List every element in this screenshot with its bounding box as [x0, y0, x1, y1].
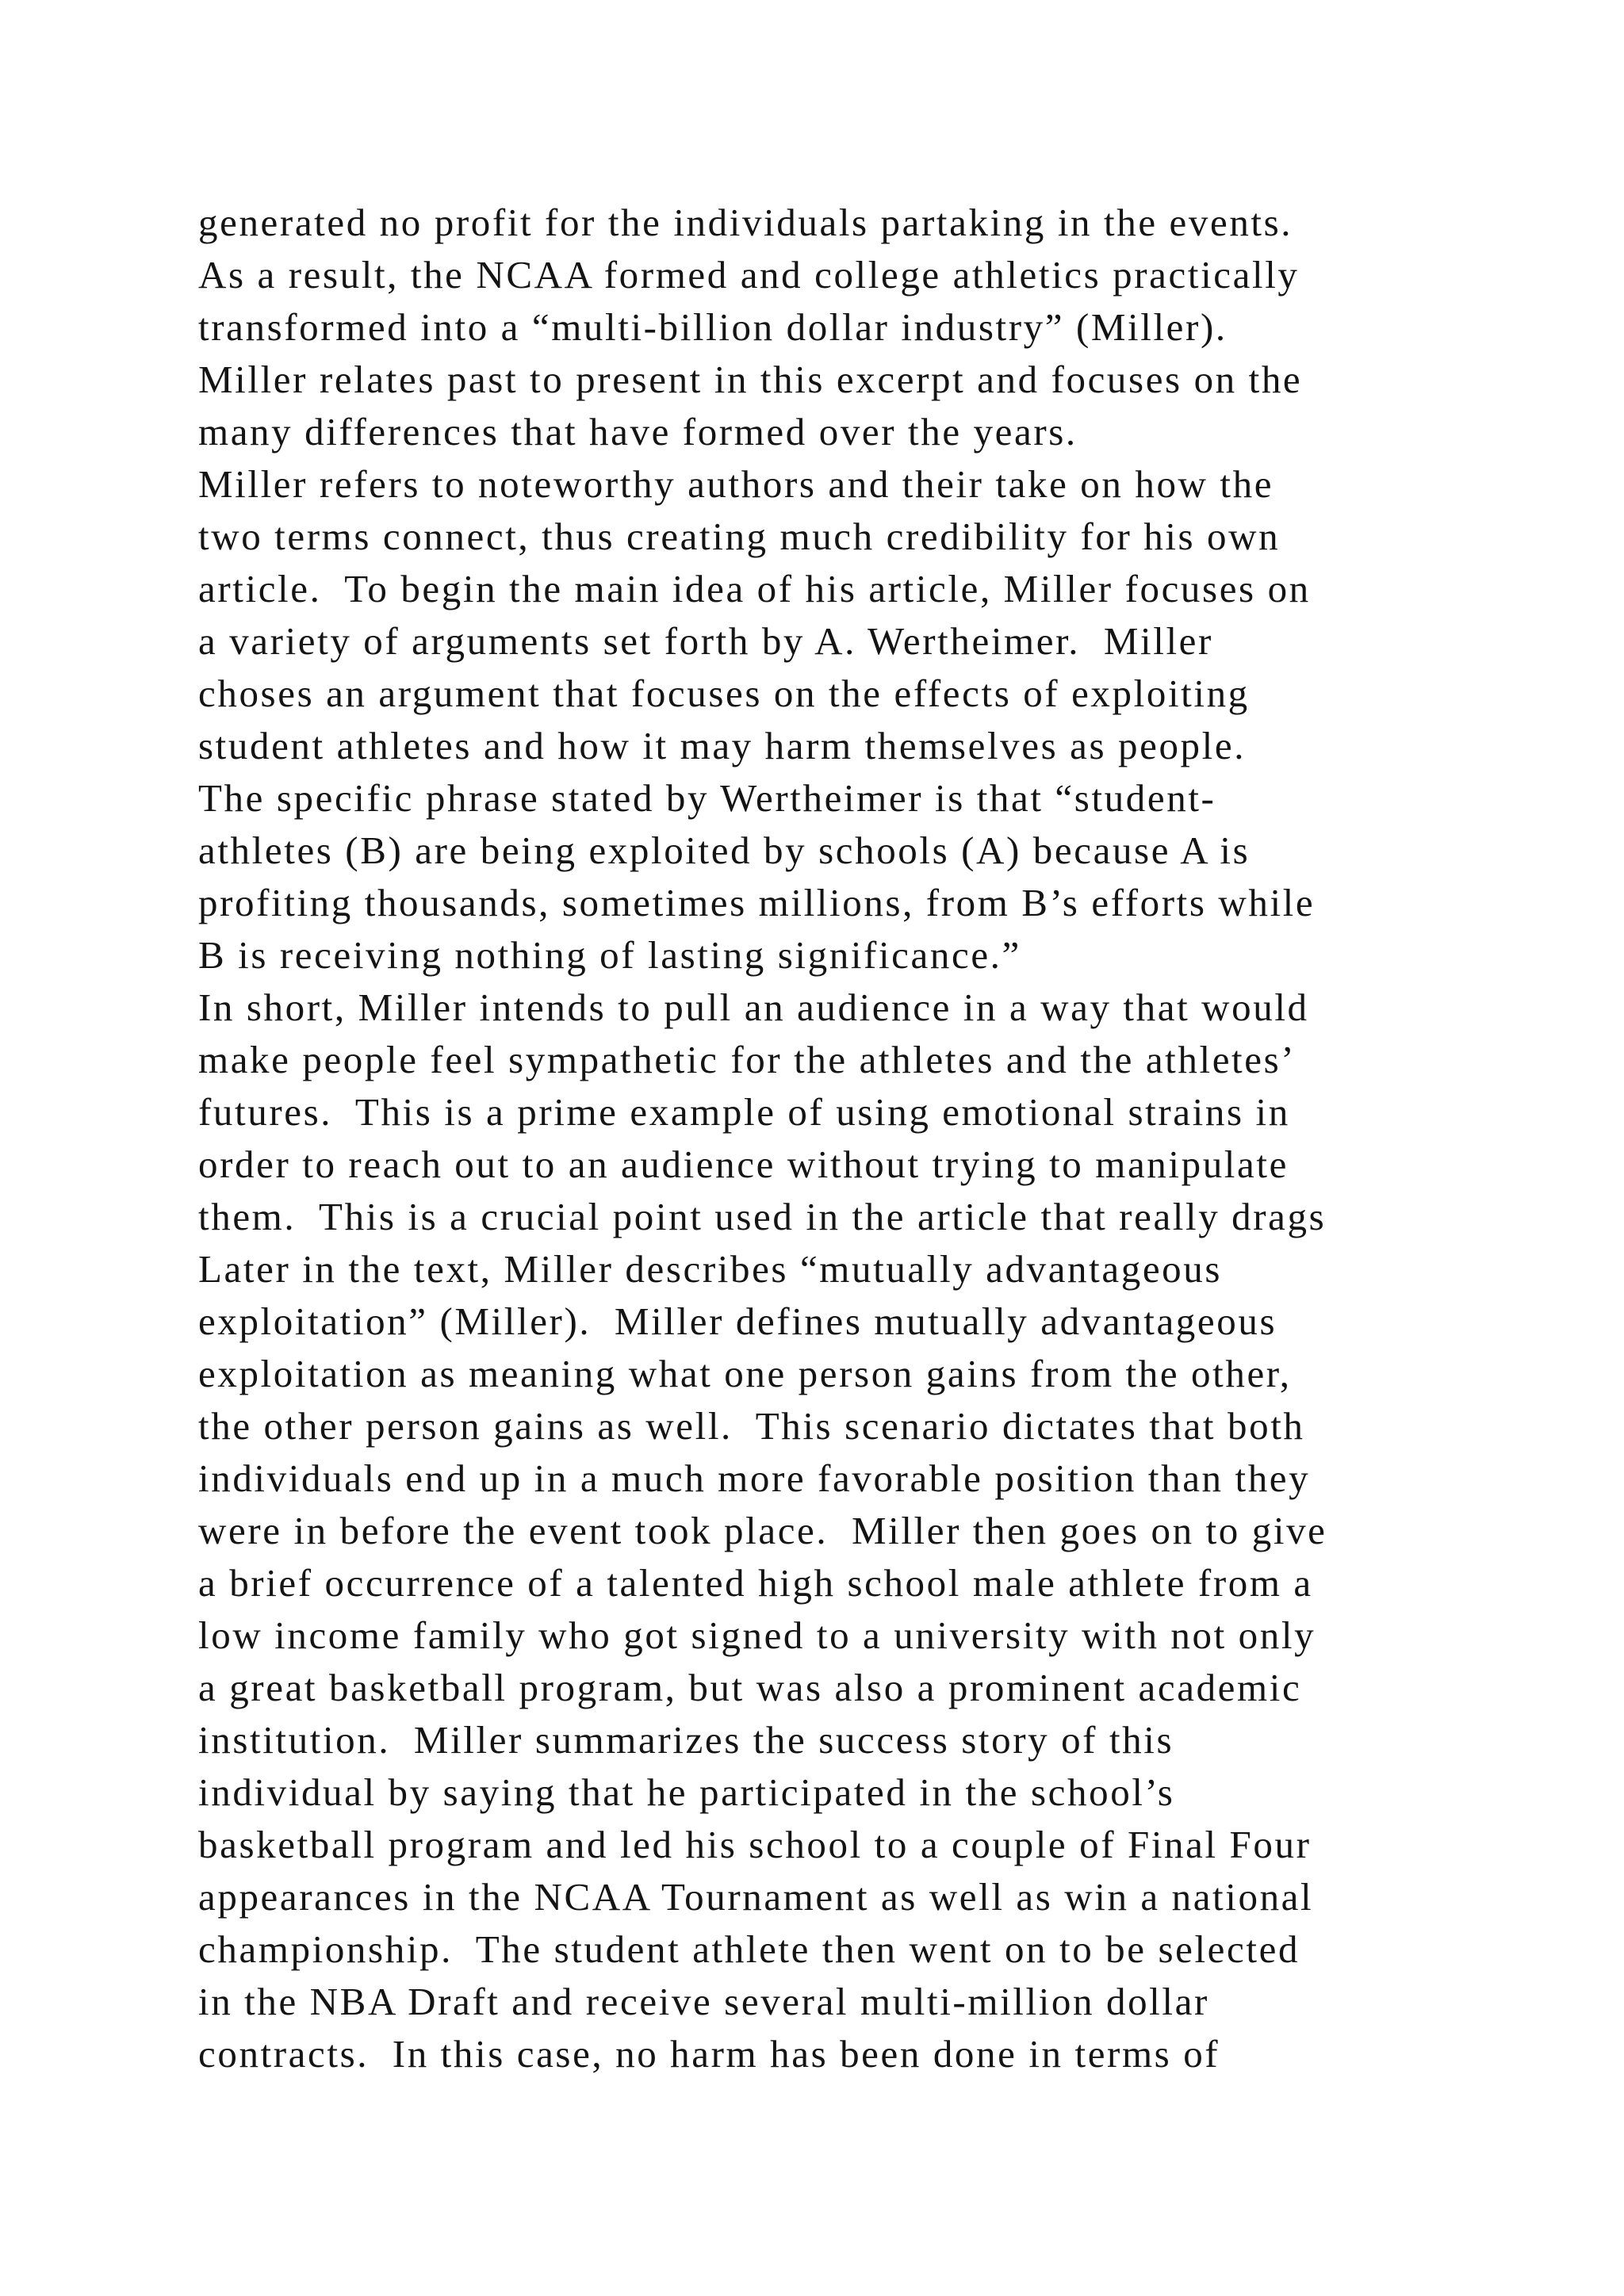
text-line: profiting thousands, sometimes millions, from B’s efforts while	[198, 881, 1316, 924]
text-line: a brief occurrence of a talented high school male athlete from a	[198, 1561, 1313, 1605]
text-line: order to reach out to an audience without trying to manipulate	[198, 1142, 1289, 1186]
text-line: were in before the event took place. Miller then goes on to give	[198, 1509, 1327, 1552]
text-line: B is receiving nothing of lasting significance.”	[198, 933, 1021, 977]
text-line: As a result, the NCAA formed and college athletics practically	[198, 253, 1300, 297]
text-line: exploitation” (Miller). Miller defines mutually advantageous	[198, 1299, 1277, 1343]
text-line: them. This is a crucial point used in the article that really drags	[198, 1195, 1327, 1238]
text-line: low income family who got signed to a university with not only	[198, 1613, 1316, 1657]
text-line: Miller relates past to present in this excerpt and focuses on the	[198, 358, 1303, 401]
text-line: individuals end up in a much more favorable position than they	[198, 1456, 1311, 1500]
text-line: Miller refers to noteworthy authors and their take on how the	[198, 462, 1274, 506]
text-line: transformed into a “multi-billion dollar industry” (Miller).	[198, 305, 1228, 349]
text-line: In short, Miller intends to pull an audience in a way that would	[198, 985, 1309, 1029]
text-line: choses an argument that focuses on the effects of exploiting	[198, 672, 1250, 715]
text-line: student athletes and how it may harm themselves as people.	[198, 724, 1247, 767]
text-line: exploitation as meaning what one person gains from the other,	[198, 1352, 1292, 1395]
text-line: contracts. In this case, no harm has been done in terms of	[198, 2032, 1220, 2076]
text-line: make people feel sympathetic for the athletes and the athletes’	[198, 1038, 1297, 1081]
text-line: individual by saying that he participated in the school’s	[198, 1770, 1175, 1814]
text-line: in the NBA Draft and receive several multi-million dollar	[198, 1980, 1209, 2023]
text-line: Later in the text, Miller describes “mutually advantageous	[198, 1247, 1223, 1291]
text-line: a variety of arguments set forth by A. Wertheimer. Miller	[198, 619, 1213, 663]
text-line: basketball program and led his school to a couple of Final Four	[198, 1823, 1312, 1866]
text-line: athletes (B) are being exploited by schools (A) because A is	[198, 828, 1251, 872]
text-line: many differences that have formed over the years.	[198, 410, 1078, 453]
text-line: the other person gains as well. This scenario dictates that both	[198, 1404, 1305, 1448]
text-line: article. To begin the main idea of his article, Miller focuses on	[198, 567, 1311, 610]
text-line: two terms connect, thus creating much credibility for his own	[198, 515, 1281, 558]
text-line: futures. This is a prime example of using emotional strains in	[198, 1090, 1290, 1134]
text-line: institution. Miller summarizes the success story of this	[198, 1718, 1174, 1762]
text-line: a great basketball program, but was also a prominent academic	[198, 1666, 1302, 1709]
text-line: generated no profit for the individuals partaking in the events.	[198, 201, 1293, 244]
body-text	[198, 197, 1562, 2080]
text-line: The specific phrase stated by Wertheimer is that “student-	[198, 776, 1216, 820]
text-line: appearances in the NCAA Tournament as well as win a national	[198, 1875, 1314, 1919]
text-line: championship. The student athlete then went on to be selected	[198, 1927, 1300, 1971]
